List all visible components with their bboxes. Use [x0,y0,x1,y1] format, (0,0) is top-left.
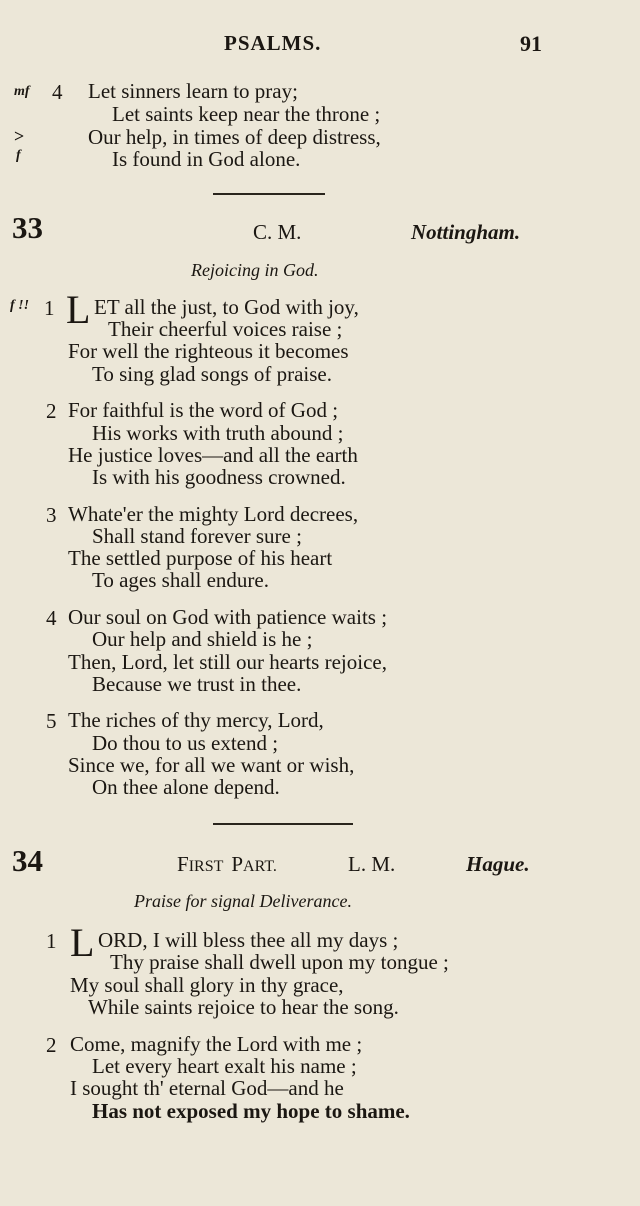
dynamic-mark-accent: > [14,126,25,146]
verse-line: Since we, for all we want or wish, [68,753,355,777]
verse-line: The riches of thy mercy, Lord, [68,708,324,732]
verse-number: 2 [46,399,57,423]
verse-number: 4 [46,606,57,630]
verse-number: 1 [44,296,55,320]
part-initial: P [231,852,244,876]
verse-line: I sought th' eternal God—and he [70,1076,344,1100]
verse-line: Let saints keep near the throne ; [112,102,381,126]
verse-line: The settled purpose of his heart [68,546,333,570]
drop-cap: L [70,920,95,965]
verse-line: ET all the just, to God with joy, [94,295,359,319]
hymn-title: Rejoicing in God. [191,260,319,280]
hymn-number: 33 [12,210,43,245]
tune-name: Hague. [466,852,530,876]
part-initial: F [177,852,189,876]
verse-line: ORD, I will bless thee all my days ; [98,928,399,952]
verse-line: To sing glad songs of praise. [92,362,333,386]
verse-line: Has not exposed my hope to shame. [92,1099,410,1123]
verse-line: For faithful is the word of God ; [68,398,339,422]
verse-line: Let sinners learn to pray; [88,79,298,103]
verse-number: 5 [46,709,57,733]
verse-line: Their cheerful voices raise ; [108,317,343,341]
verse-line: Is with his goodness crowned. [92,465,346,489]
verse-line: Our help, in times of deep distress, [88,125,381,149]
section-divider [213,823,353,825]
hymn-part [177,852,277,877]
drop-cap: L [66,287,91,332]
tune-name: Nottingham. [411,220,521,244]
page-number: 91 [520,31,542,56]
verse-line: Because we trust in thee. [92,672,302,696]
verse-line: Then, Lord, let still our hearts rejoice, [68,650,387,674]
verse-line: Let every heart exalt his name ; [92,1054,357,1078]
verse-line: He justice loves—and all the earth [68,443,358,467]
verse-line: While saints rejoice to hear the song. [88,995,399,1019]
verse-line: Come, magnify the Lord with me ; [70,1032,363,1056]
verse-number: 4 [52,80,63,104]
verse-line: Our help and shield is he ; [92,627,313,651]
dynamic-mark-f: f [16,148,21,163]
verse-line: Thy praise shall dwell upon my tongue ; [110,950,449,974]
verse-number: 1 [46,929,57,953]
part-rest: ART. [243,858,277,875]
verse-line: On thee alone depend. [92,775,280,799]
hymn-title: Praise for signal Deliverance. [134,891,352,911]
running-title: PSALMS. [224,31,322,55]
verse-line: Is found in God alone. [112,147,301,171]
verse-line: My soul shall glory in thy grace, [70,973,344,997]
hymn-meter: C. M. [253,220,302,244]
verse-line: His works with truth abound ; [92,421,344,445]
verse-number: 2 [46,1033,57,1057]
hymn-number: 34 [12,843,43,878]
part-rest: IRST [188,858,224,875]
hymn-meter: L. M. [348,852,396,876]
verse-line: Whate'er the mighty Lord decrees, [68,502,359,526]
verse-line: Shall stand forever sure ; [92,524,302,548]
section-divider [213,193,325,195]
dynamic-mark-f: f !! [10,298,30,313]
verse-line: Our soul on God with patience waits ; [68,605,388,629]
verse-line: To ages shall endure. [92,568,269,592]
verse-number: 3 [46,503,57,527]
dynamic-mark-mf: mf [14,84,30,99]
verse-line: For well the righteous it becomes [68,339,349,363]
verse-line: Do thou to us extend ; [92,731,279,755]
